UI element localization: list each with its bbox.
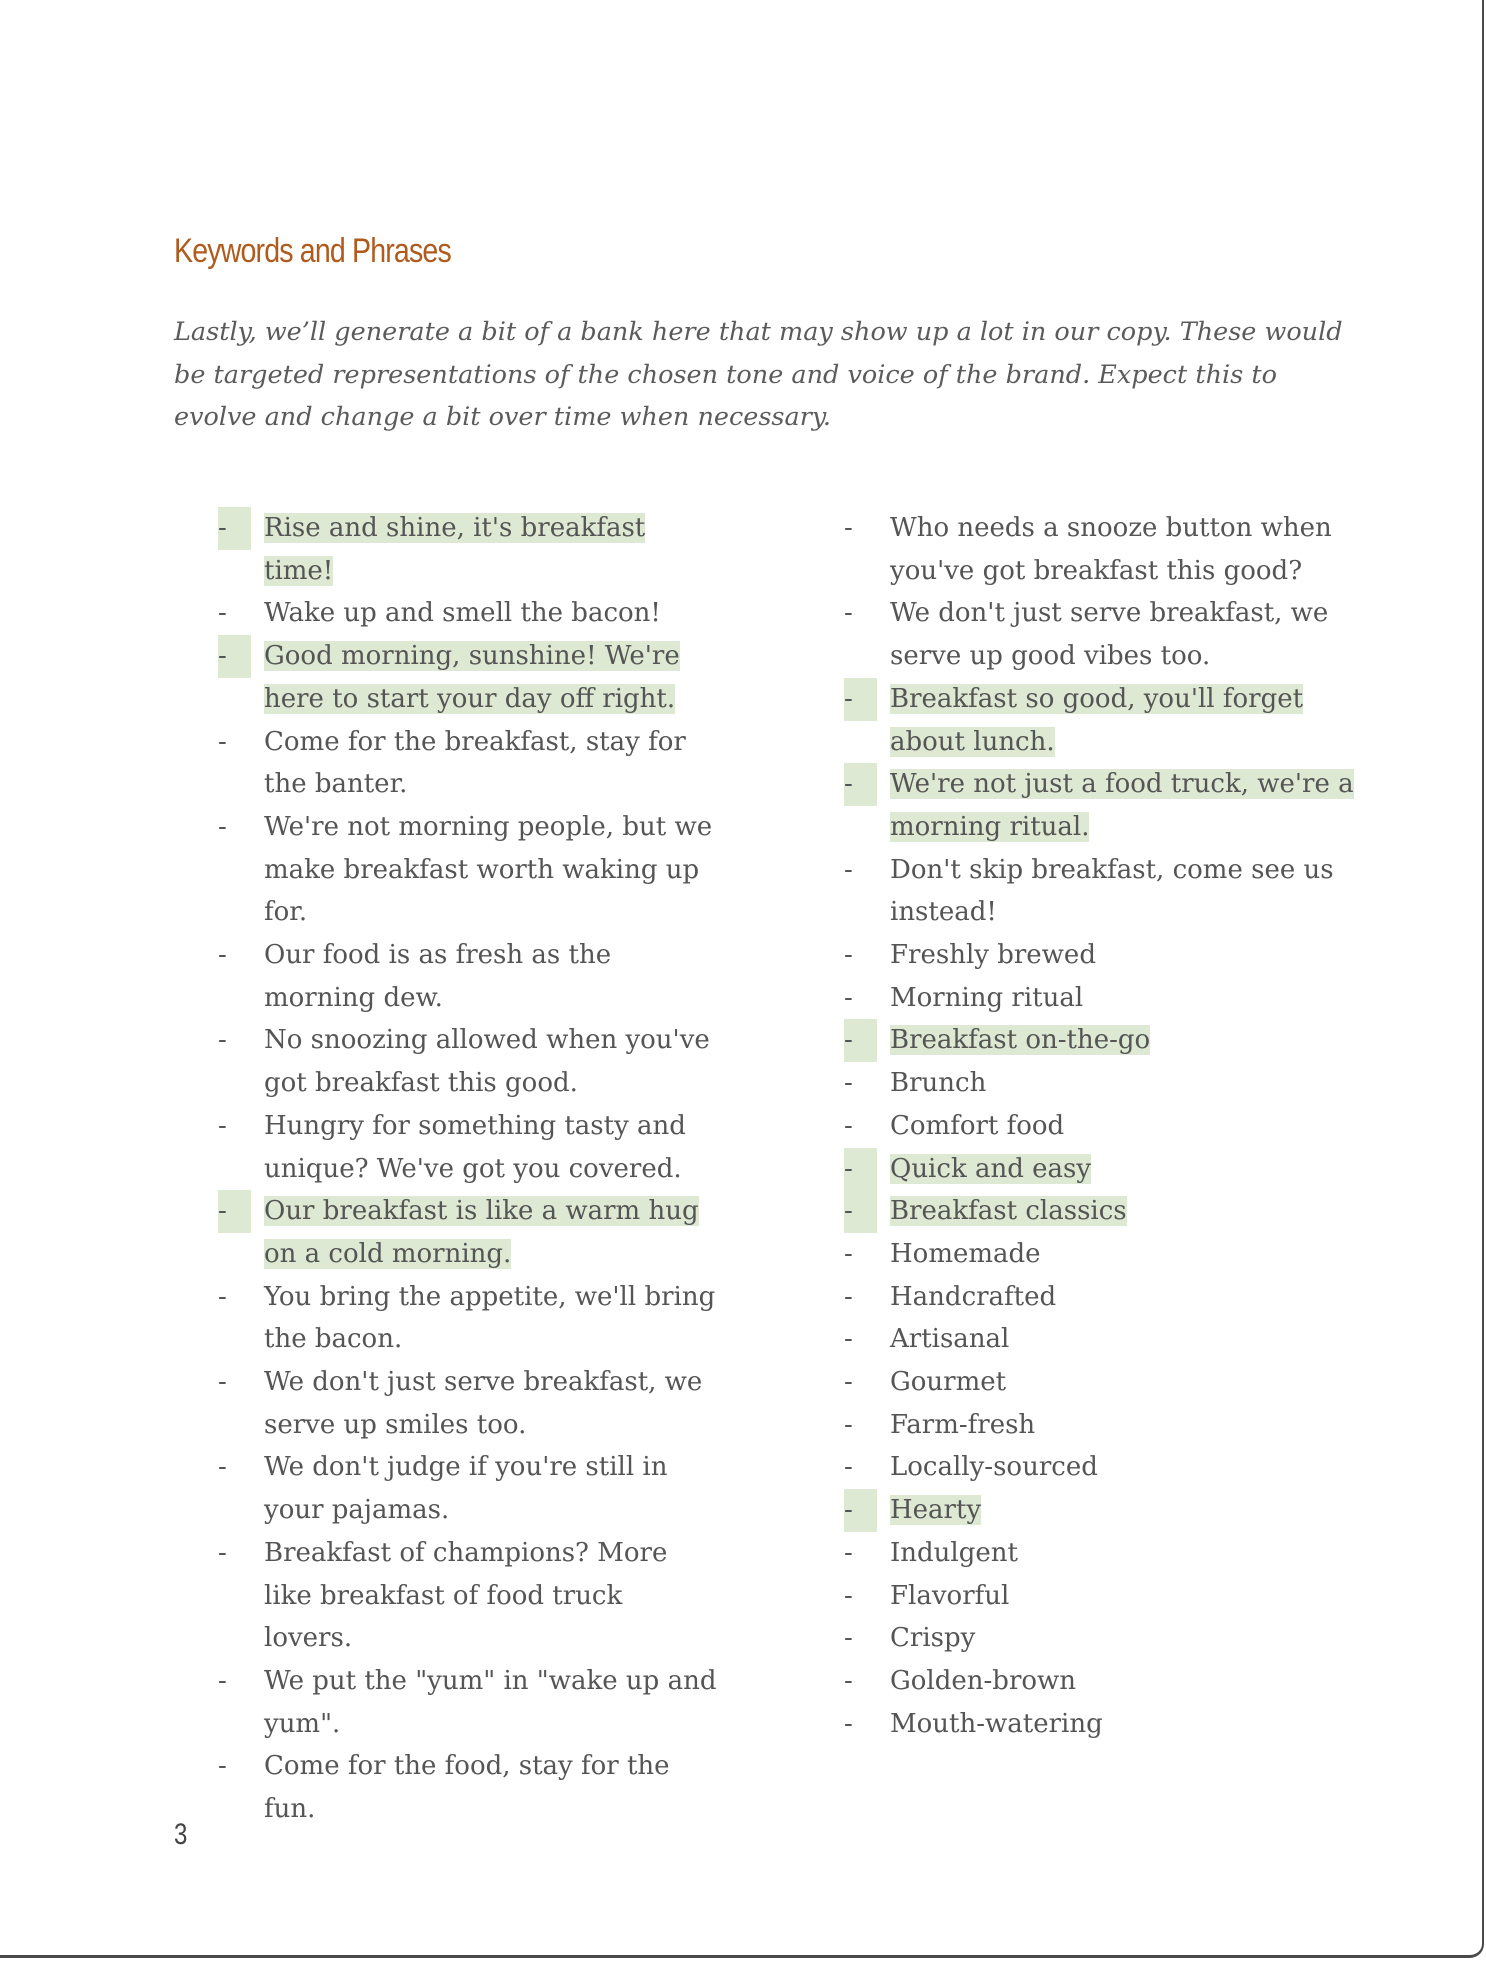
phrase-list-item <box>844 1575 1364 1618</box>
phrase-list-item <box>844 1148 1364 1191</box>
bullet-dash: - <box>844 1367 853 1398</box>
phrase-list-item <box>844 1276 1364 1319</box>
bullet-dash: - <box>844 1409 853 1440</box>
phrase-text: Locally-sourced <box>890 1452 1098 1483</box>
phrase-list-item <box>844 1532 1364 1575</box>
phrase-text: Mouth-watering <box>890 1708 1103 1739</box>
phrase-text: We don't judge if you're still in your pajamas. <box>264 1452 668 1526</box>
phrase-text: Wake up and smell the bacon! <box>264 598 661 629</box>
phrase-text: We put the "yum" in "wake up and yum". <box>264 1665 717 1739</box>
phrase-text: Hearty <box>890 1495 982 1526</box>
phrase-text: Crispy <box>890 1623 976 1654</box>
phrase-text: Brunch <box>890 1068 987 1099</box>
phrase-text: Homemade <box>890 1238 1041 1269</box>
phrase-text: We're not just a food truck, we're a morning ritual. <box>890 769 1354 842</box>
phrase-text: Farm-fresh <box>890 1409 1036 1440</box>
bullet-dash: - <box>844 1148 877 1191</box>
bullet-dash: - <box>844 1238 853 1269</box>
bullet-dash: - <box>218 1025 227 1056</box>
bullet-dash: - <box>218 811 227 842</box>
phrase-text: Gourmet <box>890 1367 1007 1398</box>
phrase-list-item <box>844 1703 1364 1746</box>
phrase-list-item <box>218 592 718 635</box>
phrase-text: Good morning, sunshine! We're here to start your day off right. <box>264 641 680 714</box>
phrase-text: Don't skip breakfast, come see us instead! <box>890 854 1334 928</box>
bullet-dash: - <box>844 1324 853 1355</box>
bullet-dash: - <box>844 1623 853 1654</box>
bullet-dash: - <box>844 1190 877 1233</box>
bullet-dash: - <box>218 598 227 629</box>
phrase-text: Flavorful <box>890 1580 1010 1611</box>
bullet-dash: - <box>218 1281 227 1312</box>
phrase-text: Breakfast so good, you'll forget about lunch. <box>890 683 1304 757</box>
phrase-list-item <box>218 1532 718 1660</box>
phrase-list-item <box>218 1660 718 1745</box>
bullet-dash: - <box>844 1110 853 1141</box>
phrase-list-item <box>218 1361 718 1446</box>
bullet-dash: - <box>844 1708 853 1739</box>
phrase-list-item <box>844 849 1364 934</box>
phrase-list-item <box>844 507 1364 592</box>
phrase-list-item <box>844 1660 1364 1703</box>
bullet-dash: - <box>844 1537 853 1568</box>
bullet-dash: - <box>218 1751 227 1782</box>
bullet-dash: - <box>844 940 853 971</box>
phrase-list-item <box>844 1617 1364 1660</box>
phrase-list-item <box>844 1404 1364 1447</box>
phrase-text: You bring the appetite, we'll bring the bacon. <box>264 1281 716 1355</box>
phrase-text: Come for the breakfast, stay for the banter. <box>264 726 686 800</box>
phrase-text: Quick and easy <box>890 1153 1092 1184</box>
bullet-dash: - <box>844 854 853 885</box>
bullet-dash: - <box>844 678 877 721</box>
phrase-list-item <box>218 507 718 592</box>
bullet-dash: - <box>844 1019 877 1062</box>
phrase-list-item <box>844 1019 1364 1062</box>
phrase-list-item <box>844 1233 1364 1276</box>
phrase-text: We're not morning people, but we make breakfast worth waking up for. <box>264 811 713 928</box>
phrase-text: Rise and shine, it's breakfast time! <box>264 513 646 586</box>
phrase-list-item <box>844 977 1364 1020</box>
bullet-dash: - <box>218 726 227 757</box>
phrase-text: Breakfast classics <box>890 1196 1127 1227</box>
phrase-text: Comfort food <box>890 1110 1065 1141</box>
phrase-list-item <box>218 1446 718 1531</box>
section-heading: Keywords and Phrases <box>174 232 451 270</box>
phrase-text: Breakfast of champions? More like breakfast of food truck lovers. <box>264 1537 668 1654</box>
bullet-dash: - <box>844 1665 853 1696</box>
phrase-list-item <box>218 1105 718 1190</box>
phrase-list-item <box>218 721 718 806</box>
phrase-text: Golden-brown <box>890 1665 1077 1696</box>
phrase-text: We don't just serve breakfast, we serve up good vibes too. <box>890 598 1329 672</box>
bullet-dash: - <box>218 507 251 550</box>
bullet-dash: - <box>844 1489 877 1532</box>
phrase-list-item <box>844 1446 1364 1489</box>
phrase-list-item <box>218 1276 718 1361</box>
phrase-list-item <box>844 1190 1364 1233</box>
bullet-dash: - <box>844 513 853 543</box>
bullet-dash: - <box>844 1580 853 1611</box>
phrase-list-item <box>218 1019 718 1104</box>
bullet-dash: - <box>218 940 227 971</box>
phrase-text: Who needs a snooze button when you've got breakfast this good? <box>890 513 1332 586</box>
phrase-text: Indulgent <box>890 1537 1018 1568</box>
phrase-list-right <box>844 507 1364 1745</box>
phrase-list-item <box>218 806 718 934</box>
bullet-dash: - <box>844 763 877 806</box>
bullet-dash: - <box>844 598 853 629</box>
intro-paragraph: Lastly, we’ll generate a bit of a bank here that may show up a lot in our copy. These would be targeted representations of the chosen tone and voice of the brand. Expect this to evolve and change a bit over time when necessary. <box>174 317 1343 432</box>
phrase-list-left <box>218 507 718 1831</box>
phrase-text: Hungry for something tasty and unique? We've got you covered. <box>264 1110 686 1184</box>
phrase-text: Artisanal <box>890 1324 1010 1355</box>
bullet-dash: - <box>218 1110 227 1141</box>
phrase-list-item <box>844 592 1364 677</box>
bullet-dash: - <box>218 635 251 678</box>
bullet-dash: - <box>218 1190 251 1233</box>
phrase-list-item <box>844 934 1364 977</box>
phrase-list-item <box>218 934 718 1019</box>
bullet-dash: - <box>844 982 853 1013</box>
phrase-text: No snoozing allowed when you've got breakfast this good. <box>264 1025 710 1099</box>
bullet-dash: - <box>844 1068 853 1099</box>
phrase-list-item <box>844 763 1364 848</box>
bullet-dash: - <box>844 1452 853 1483</box>
phrase-list-item <box>844 1489 1364 1532</box>
phrase-text: Morning ritual <box>890 982 1084 1013</box>
phrase-list-item <box>844 1361 1364 1404</box>
phrase-list-item <box>844 1318 1364 1361</box>
phrase-text: Our food is as fresh as the morning dew. <box>264 940 612 1013</box>
phrase-text: Breakfast on-the-go <box>890 1025 1151 1056</box>
bullet-dash: - <box>844 1281 853 1312</box>
phrase-list-item <box>218 1190 718 1275</box>
phrase-list-item <box>844 1105 1364 1148</box>
phrase-text: Freshly brewed <box>890 940 1096 971</box>
phrase-text: Come for the food, stay for the fun. <box>264 1751 670 1825</box>
bullet-dash: - <box>218 1537 227 1568</box>
phrase-text: Handcrafted <box>890 1281 1057 1312</box>
bullet-dash: - <box>218 1452 227 1483</box>
phrase-list-item <box>844 1062 1364 1105</box>
phrase-list-item <box>218 635 718 720</box>
phrase-list-item <box>218 1745 718 1830</box>
phrase-text: We don't just serve breakfast, we serve up smiles too. <box>264 1367 703 1440</box>
page-number: 3 <box>174 1818 188 1851</box>
phrase-text: Our breakfast is like a warm hug on a cold morning. <box>264 1196 699 1269</box>
phrase-list-item <box>844 678 1364 763</box>
bullet-dash: - <box>218 1367 227 1398</box>
bullet-dash: - <box>218 1665 227 1696</box>
